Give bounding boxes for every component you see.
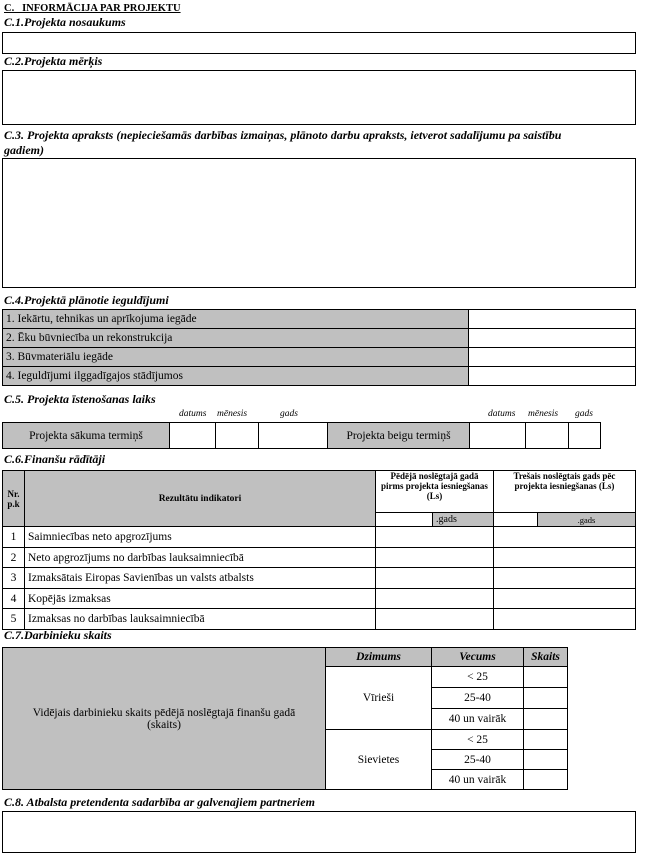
investment-row-label: 3. Būvmateriālu iegāde [3,348,469,367]
investment-row-label: 2. Ēku būvniecība un rekonstrukcija [3,329,469,348]
implementation-time-table [2,422,601,449]
project-goal-field[interactable] [2,70,636,125]
count-cell[interactable] [524,770,568,790]
end-menesis-label: mēnesis [528,409,559,419]
indicator-label: Izmaksātais Eiropas Savienības un valsts atbalsts [25,568,376,589]
start-month-cell[interactable] [216,423,259,449]
c8-heading: C.8. Atbalsta pretendenta sadarbība ar galvenajiem partneriem [4,795,315,809]
employees-label: Vidējais darbinieku skaits pēdējā noslēgtajā finanšu gadā (skaits) [3,648,326,790]
row-number: 3 [3,568,25,589]
investment-value-cell[interactable] [469,367,636,386]
gender-female: Sievietes [326,730,432,790]
last-year-value[interactable] [376,527,494,548]
count-cell[interactable] [524,750,568,770]
third-year-header: Trešais noslēgtais gads pēc projekta iesniegšanas (Ls) [493,471,635,513]
count-cell[interactable] [524,688,568,709]
start-term-label: Projekta sākuma termiņš [3,423,170,449]
end-datums-label: datums [488,409,516,419]
third-year-value[interactable] [493,589,635,609]
investment-row-label: 4. Ieguldījumi ilggadīgajos stādījumos [3,367,469,386]
start-datums-label: datums [179,409,207,419]
investment-row-label: 1. Iekārtu, tehnikas un aprīkojuma iegāde [3,310,469,329]
c1-heading: C.1.Projekta nosaukums [4,15,126,29]
count-cell[interactable] [524,730,568,750]
gender-header: Dzimums [326,648,432,667]
start-gads-label: gads [280,409,298,419]
c4-heading: C.4.Projektā plānotie ieguldījumi [4,293,169,307]
age-label: 25-40 [432,750,524,770]
indicator-label: Neto apgrozījums no darbības lauksaimniecībā [25,548,376,568]
last-year-header: Pēdējā noslēgtajā gadā pirms projekta iesniegšanas (Ls) [376,471,494,513]
nr-header: Nr. p.k [3,471,25,527]
investment-value-cell[interactable] [469,348,636,367]
last-year-value[interactable] [376,568,494,589]
count-cell[interactable] [524,667,568,688]
project-description-field[interactable] [2,158,636,288]
last-year-value[interactable] [376,548,494,568]
end-month-cell[interactable] [526,423,569,449]
third-year-input[interactable] [493,513,537,527]
age-label: 40 un vairāk [432,709,524,730]
age-label: < 25 [432,667,524,688]
third-year-value[interactable] [493,568,635,589]
investment-value-cell[interactable] [469,310,636,329]
end-gads-label: gads [575,409,593,419]
gender-male: Vīrieši [326,667,432,730]
age-header: Vecums [432,648,524,667]
start-year-cell[interactable] [259,423,328,449]
employees-table [2,647,568,790]
age-label: 25-40 [432,688,524,709]
end-year-cell[interactable] [569,423,601,449]
indicator-label: Saimniecības neto apgrozījums [25,527,376,548]
c5-heading: C.5. Projekta īstenošanas laiks [4,392,156,406]
start-day-cell[interactable] [170,423,216,449]
age-label: 40 un vairāk [432,770,524,790]
row-number: 4 [3,589,25,609]
row-number: 2 [3,548,25,568]
count-cell[interactable] [524,709,568,730]
row-number: 5 [3,609,25,630]
start-menesis-label: mēnesis [217,409,248,419]
count-header: Skaits [524,648,568,667]
end-term-label: Projekta beigu termiņš [328,423,470,449]
age-label: < 25 [432,730,524,750]
partners-cooperation-field[interactable] [2,811,636,853]
row-number: 1 [3,527,25,548]
section-title: C. INFORMĀCIJA PAR PROJEKTU [4,3,181,14]
last-year-value[interactable] [376,609,494,630]
c2-heading: C.2.Projekta mērķis [4,54,103,68]
last-year-gads-label: .gads [433,513,494,527]
project-name-field[interactable] [2,32,636,54]
last-year-input[interactable] [376,513,433,527]
indicator-label: Kopējās izmaksas [25,589,376,609]
third-year-value[interactable] [493,527,635,548]
c7-heading: C.7.Darbinieku skaits [4,628,112,642]
third-year-gads-label: .gads [537,513,635,527]
indicators-header: Rezultātu indikatori [25,471,376,527]
c3-heading-line2: gadiem) [4,143,44,157]
last-year-value[interactable] [376,589,494,609]
end-day-cell[interactable] [470,423,526,449]
c6-heading: C.6.Finanšu rādītāji [4,452,106,466]
third-year-value[interactable] [493,609,635,630]
third-year-value[interactable] [493,548,635,568]
indicator-label: Izmaksas no darbības lauksaimniecībā [25,609,376,630]
c3-heading-line1: C.3. Projekta apraksts (nepieciešamās darbības izmaiņas, plānoto darbu apraksts, ietverot sadalījumu pa saistību [4,128,562,142]
investments-table [2,309,636,386]
investment-value-cell[interactable] [469,329,636,348]
financial-indicators-table [2,470,636,630]
